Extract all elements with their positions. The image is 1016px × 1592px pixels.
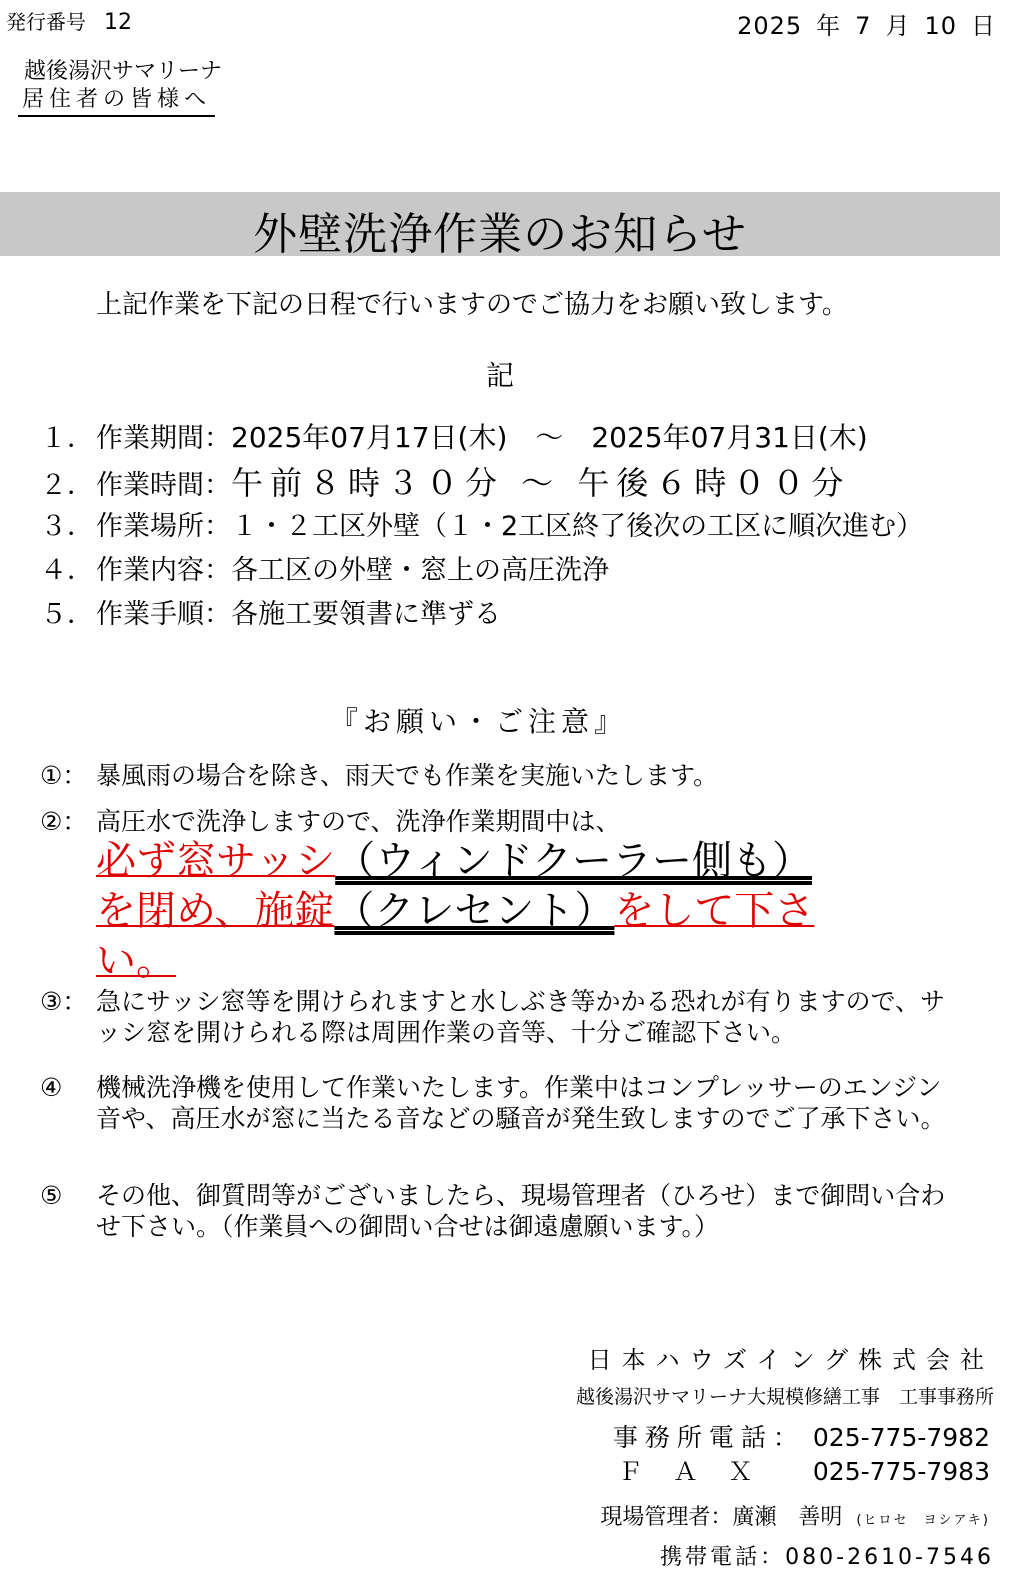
recipient-residents: 居住者の皆様へ bbox=[18, 82, 215, 117]
mobile-phone bbox=[660, 1540, 994, 1571]
ki-mark: 記 bbox=[486, 359, 515, 392]
date-year-unit: 年 bbox=[816, 12, 842, 40]
note-1-text: 暴風雨の場合を除き、雨天でも作業を実施いたします。 bbox=[96, 761, 719, 790]
fax-number: 025-775-7983 bbox=[812, 1457, 990, 1486]
notes-heading: 『お願い・ご注意』 bbox=[330, 705, 628, 738]
note-3-text: 急にサッシ窓等を開けられますと水しぶき等かかる恐れが有りますので、サッシ窓を開けられる際は周囲作業の音等、十分ご確認下さい。 bbox=[96, 987, 946, 1047]
site-manager bbox=[600, 1500, 990, 1531]
office-phone-number: 025-775-7982 bbox=[812, 1423, 990, 1452]
note-5-mark: ⑤ bbox=[40, 1181, 63, 1210]
item-num: １． bbox=[40, 423, 94, 454]
note-3-mark: ③： bbox=[40, 987, 88, 1016]
manager-name: 廣瀬 善明 bbox=[732, 1505, 843, 1530]
item-value: １・２工区外壁（１・2工区終了後次の工区に順次進む） bbox=[231, 511, 924, 542]
note-4-text: 機械洗浄機を使用して作業いたします。作業中はコンプレッサーのエンジン音や、高圧水が窓に当たる音などの騒音が発生致しますのでご了承下さい。 bbox=[96, 1073, 946, 1133]
note-5-text: その他、御質問等がございましたら、現場管理者（ひろせ）まで御問い合わせ下さい。（作業員への御問い合せは御遠慮願います。） bbox=[96, 1181, 946, 1241]
office-phone bbox=[613, 1418, 990, 1454]
note-2-mark: ②： bbox=[40, 807, 88, 836]
fax-label: ＦＡＸ bbox=[617, 1457, 783, 1486]
notice-title: 外壁洗浄作業のお知らせ bbox=[253, 209, 747, 260]
item-procedure bbox=[40, 592, 501, 631]
issue-label: 発行番号 bbox=[6, 10, 86, 34]
item-num: ３． bbox=[40, 511, 94, 542]
item-value: 午前８時３０分 ～ 午後６時００分 bbox=[231, 464, 851, 502]
warning-line-2 bbox=[96, 886, 814, 936]
warning-window-cooler: （ウィンドクーラー側も） bbox=[335, 838, 813, 884]
item-label: 作業手順： bbox=[96, 599, 231, 630]
office-name: 越後湯沢サマリーナ大規模修繕工事 工事事務所 bbox=[575, 1386, 994, 1408]
warning-lock: を閉め、施錠 bbox=[96, 888, 335, 934]
company-name: 日本ハウズイング株式会社 bbox=[587, 1346, 994, 1374]
item-label: 作業時間： bbox=[96, 470, 231, 501]
item-label: 作業期間： bbox=[96, 423, 231, 454]
office-phone-label: 事務所電話： bbox=[612, 1423, 805, 1452]
note-4-mark: ④ bbox=[40, 1073, 63, 1102]
date-day: 10 bbox=[924, 12, 957, 40]
item-location bbox=[40, 504, 923, 543]
note-1-mark: ①： bbox=[40, 761, 88, 790]
item-value: 各施工要領書に準ずる bbox=[231, 599, 501, 630]
warning-line-3 bbox=[96, 936, 176, 986]
issue-number bbox=[6, 6, 132, 35]
warning-crescent: （クレセント） bbox=[334, 888, 615, 934]
warning-close-sash: 必ず窓サッシ bbox=[96, 838, 336, 884]
mobile-number: 080-2610-7546 bbox=[785, 1545, 994, 1570]
item-label: 作業内容： bbox=[96, 555, 231, 586]
issue-value: 12 bbox=[104, 10, 132, 35]
date-month-unit: 月 bbox=[885, 12, 911, 40]
warning-line-1 bbox=[96, 836, 812, 886]
item-num: ４． bbox=[40, 555, 94, 586]
item-period bbox=[40, 416, 868, 456]
item-label: 作業場所： bbox=[96, 511, 231, 542]
office-fax bbox=[618, 1452, 990, 1488]
item-value: 2025年07月17日(木) ～ 2025年07月31日(木) bbox=[231, 421, 868, 454]
warning-end: い。 bbox=[96, 938, 176, 984]
manager-label: 現場管理者： bbox=[600, 1505, 733, 1530]
manager-kana: (ヒロセ ヨシアキ) bbox=[856, 1513, 990, 1528]
item-content bbox=[40, 548, 609, 587]
issue-date bbox=[723, 6, 996, 41]
date-year: 2025 bbox=[737, 12, 803, 40]
item-num: ２． bbox=[40, 470, 94, 501]
item-value: 各工区の外壁・窓上の高圧洗浄 bbox=[231, 555, 609, 586]
warning-please: をして下さ bbox=[614, 888, 815, 934]
item-num: ５． bbox=[40, 599, 94, 630]
mobile-label: 携帯電話： bbox=[660, 1545, 786, 1570]
date-month: 7 bbox=[855, 12, 872, 40]
intro-text: 上記作業を下記の日程で行いますのでご協力をお願い致します。 bbox=[96, 290, 848, 320]
recipient-building: 越後湯沢サマリーナ bbox=[24, 59, 223, 84]
item-hours bbox=[40, 458, 850, 504]
note-2-text: 高圧水で洗浄しますので、洗浄作業期間中は、 bbox=[96, 807, 621, 836]
date-day-unit: 日 bbox=[971, 12, 996, 40]
